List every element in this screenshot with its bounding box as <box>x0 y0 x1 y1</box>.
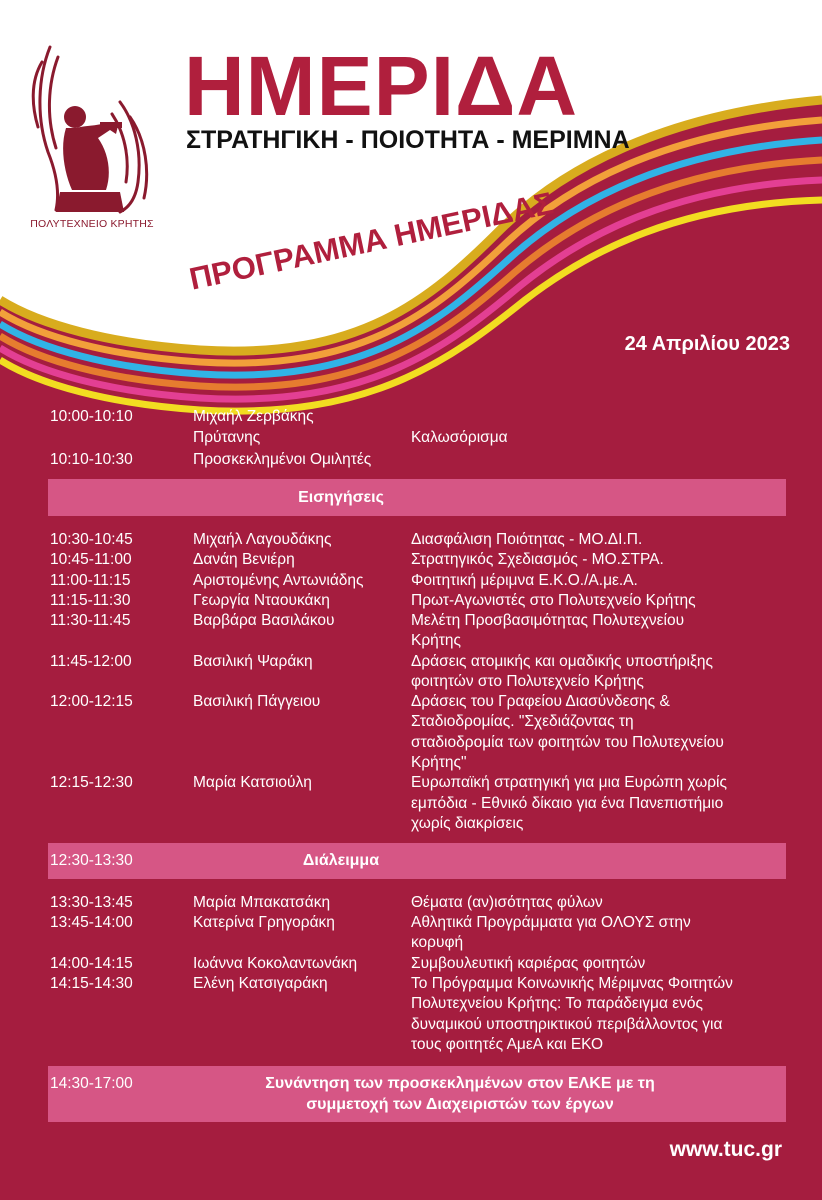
time-slot: 11:30-11:45 <box>50 612 131 629</box>
logo-caption: ΠΟΛΥΤΕΧΝΕΙΟ ΚΡΗΤΗΣ <box>30 218 154 230</box>
talk-topic: σταδιοδρομία των φοιτητών του Πολυτεχνείου <box>411 734 724 751</box>
speaker-name: Αριστομένης Αντωνιάδης <box>193 572 364 589</box>
talk-topic: Μελέτη Προσβασιμότητας Πολυτεχνείου <box>411 612 685 629</box>
time-slot: 10:45-11:00 <box>50 551 132 568</box>
closing-label: Συνάντηση των προσκεκλημένων στον ΕΛΚΕ με τη <box>265 1075 655 1092</box>
talk-topic: Καλωσόρισμα <box>411 429 508 446</box>
speaker-name: Προσκεκλημένοι Ομιλητές <box>193 451 372 468</box>
time-slot: 10:10-10:30 <box>50 451 133 468</box>
closing-label: συμμετοχή των Διαχειριστών των έργων <box>306 1096 614 1113</box>
time-slot: 14:15-14:30 <box>50 975 133 992</box>
speaker-name: Μαρία Κατσιούλη <box>193 774 312 791</box>
website-link[interactable]: www.tuc.gr <box>669 1138 782 1161</box>
talk-topic: τους φοιτητές ΑμεΑ και ΕΚΟ <box>411 1036 604 1053</box>
speaker-name: Ελένη Κατσιγαράκη <box>193 975 328 992</box>
talk-topic: κορυφή <box>411 934 464 951</box>
speaker-name: Μιχαήλ Λαγουδάκης <box>193 531 332 548</box>
section-label: Εισηγήσεις <box>298 489 384 506</box>
speaker-name: Βασιλική Ψαράκη <box>193 653 313 670</box>
talk-topic: φοιτητών στο Πολυτεχνείο Κρήτης <box>411 673 644 690</box>
talk-topic: χωρίς διακρίσεις <box>411 815 524 832</box>
talk-topic: Δράσεις ατομικής και ομαδικής υποστήριξης <box>411 653 714 670</box>
speaker-name: Βασιλική Πάγγειου <box>193 693 321 710</box>
time-slot: 11:00-11:15 <box>50 572 131 589</box>
time-slot: 12:15-12:30 <box>50 774 133 791</box>
talk-topic: Σταδιοδρομίας. "Σχεδιάζοντας τη <box>411 713 634 730</box>
talk-topic: Πρωτ-Αγωνιστές στο Πολυτεχνείο Κρήτης <box>411 592 696 609</box>
talk-topic: Αθλητικά Προγράμματα για ΟΛΟΥΣ στην <box>411 914 691 931</box>
event-subtitle: ΣΤΡΑΤΗΓΙΚΗ - ΠΟΙΟΤΗΤΑ - ΜΕΡΙΜΝΑ <box>186 126 630 154</box>
speaker-name: Γεωργία Νταουκάκη <box>193 592 330 609</box>
talk-topic: Πολυτεχνείου Κρήτης: Το παράδειγμα ενός <box>411 995 703 1012</box>
talk-topic: Συμβουλευτική καριέρας φοιτητών <box>411 955 646 972</box>
talk-topic: Θέματα (αν)ισότητας φύλων <box>411 894 603 911</box>
talk-topic: Στρατηγικός Σχεδιασμός - ΜΟ.ΣΤΡΑ. <box>411 551 664 568</box>
time-slot: 12:00-12:15 <box>50 693 133 710</box>
time-slot: 11:45-12:00 <box>50 653 132 670</box>
talk-topic: Κρήτης" <box>411 754 467 771</box>
event-date: 24 Απριλίου 2023 <box>624 333 790 355</box>
speaker-name: Βαρβάρα Βασιλάκου <box>193 612 335 629</box>
talk-topic: Διασφάλιση Ποιότητας - ΜΟ.ΔΙ.Π. <box>411 531 643 548</box>
break-label: Διάλειμμα <box>302 852 380 869</box>
time-slot: 10:00-10:10 <box>50 408 133 425</box>
program-title: ΠΡΟΓΡΑΜΜΑ ΗΜΕΡΙΔΑΣ <box>186 185 557 297</box>
talk-topic: Ευρωπαϊκή στρατηγική για μια Ευρώπη χωρίς <box>411 774 727 791</box>
talk-topic: Κρήτης <box>411 632 461 649</box>
speaker-name: Κατερίνα Γρηγοράκη <box>193 914 335 931</box>
time-slot: 10:30-10:45 <box>50 531 133 548</box>
speaker-name: Μαρία Μπακατσάκη <box>193 894 331 911</box>
talk-topic: Το Πρόγραμμα Κοινωνικής Μέριμνας Φοιτητών <box>411 975 733 992</box>
event-title: ΗΜΕΡΙΔΑ <box>184 39 579 133</box>
time-slot: 11:15-11:30 <box>50 592 131 609</box>
break-time: 12:30-13:30 <box>50 852 133 869</box>
speaker-name: Ιωάννα Κοκολαντωνάκη <box>193 955 358 972</box>
time-slot: 13:30-13:45 <box>50 894 133 911</box>
talk-topic: Φοιτητική μέριμνα Ε.Κ.Ο./Α.με.Α. <box>411 572 638 589</box>
winged-figure-logo-icon <box>20 22 160 232</box>
speaker-role: Πρύτανης <box>193 429 261 446</box>
talk-topic: δυναμικού υποστηρικτικού περιβάλλοντος για <box>411 1016 723 1033</box>
time-slot: 13:45-14:00 <box>50 914 133 931</box>
talk-topic: εμπόδια - Εθνικό δίκαιο για ένα Πανεπιστήμιο <box>411 795 724 812</box>
talk-topic: Δράσεις του Γραφείου Διασύνδεσης & <box>411 693 670 710</box>
speaker-name: Δανάη Βενιέρη <box>193 551 295 568</box>
speaker-name: Μιχαήλ Ζερβάκης <box>193 408 314 425</box>
time-slot: 14:00-14:15 <box>50 955 133 972</box>
closing-time: 14:30-17:00 <box>50 1075 133 1092</box>
